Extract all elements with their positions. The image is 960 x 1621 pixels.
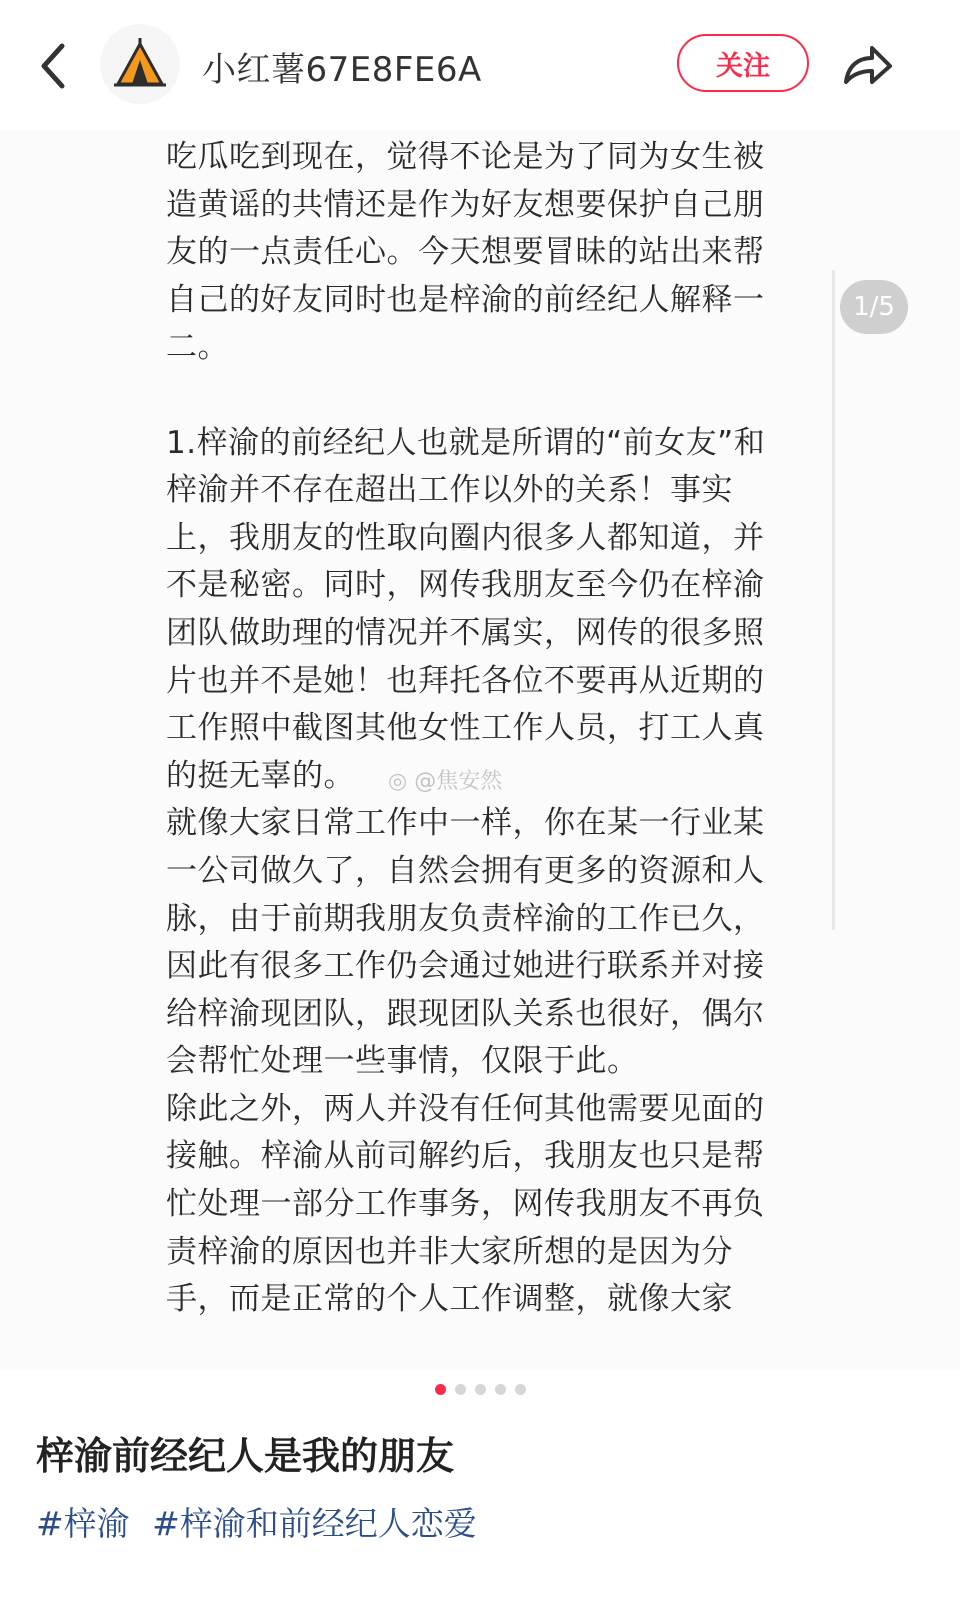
back-button[interactable] <box>28 38 84 94</box>
paragraph: 吃瓜吃到现在，觉得不论是为了同为女生被造黄谣的共情还是作为好友想要保护自己朋友的一点责任心。今天想要冒昧的站出来帮自己的好友同时也是梓渝的前经纪人解释一二。 <box>166 139 765 366</box>
follow-button[interactable]: 关注 <box>677 34 809 92</box>
page-counter: 1/5 <box>840 280 908 334</box>
page-dot[interactable] <box>455 1384 466 1395</box>
tent-icon <box>110 34 170 94</box>
tag-list <box>36 1498 489 1545</box>
paragraph-gap <box>166 372 776 420</box>
page-dot[interactable] <box>475 1384 486 1395</box>
share-arrow-icon <box>838 38 896 94</box>
author-name[interactable]: 小红薯67E8FE6A <box>202 50 482 90</box>
paragraph: 1.梓渝的前经纪人也就是所谓的“前女友”和梓渝并不存在超出工作以外的关系！事实上，我朋友的性取向圈内很多人都知道，并不是秘密。同时，网传我朋友至今仍在梓渝团队做助理的情况并不属实，网传的很多照片也并不是她！也拜托各位不要再从近期的工作照中截图其他女性工作人员，打工人真的挺无辜的。 <box>166 424 766 794</box>
chevron-left-icon <box>28 38 84 94</box>
page-dot[interactable] <box>435 1384 446 1395</box>
paragraph: 就像大家日常工作中一样，你在某一行业某一公司做久了，自然会拥有更多的资源和人脉，由于前期我朋友负责梓渝的工作已久，因此有很多工作仍会通过她进行联系并对接给梓渝现团队，跟现团队关系也很好，偶尔会帮忙处理一些事情，仅限于此。 <box>166 805 765 1080</box>
page-dot[interactable] <box>495 1384 506 1395</box>
hashtag[interactable]: #梓渝和前经纪人恋爱 <box>152 1504 477 1543</box>
page-dot[interactable] <box>515 1384 526 1395</box>
watermark <box>388 764 502 795</box>
share-button[interactable] <box>838 38 896 94</box>
post-title: 梓渝前经纪人是我的朋友 <box>36 1434 455 1478</box>
slide-text <box>166 134 776 1324</box>
weibo-icon: ◎ <box>388 769 408 794</box>
avatar[interactable] <box>100 24 180 104</box>
paragraph: 除此之外，两人并没有任何其他需要见面的接触。梓渝从前司解约后，我朋友也只是帮忙处理一部分工作事务，网传我朋友不再负责梓渝的原因也并非大家所想的是因为分手，而是正常的个人工作调整，就像大家 <box>166 1090 765 1318</box>
hashtag[interactable]: #梓渝 <box>36 1504 130 1543</box>
pagination-dots <box>0 1384 960 1400</box>
top-bar <box>0 0 960 130</box>
watermark-text: @焦安然 <box>414 769 503 794</box>
scrollbar <box>832 270 835 930</box>
